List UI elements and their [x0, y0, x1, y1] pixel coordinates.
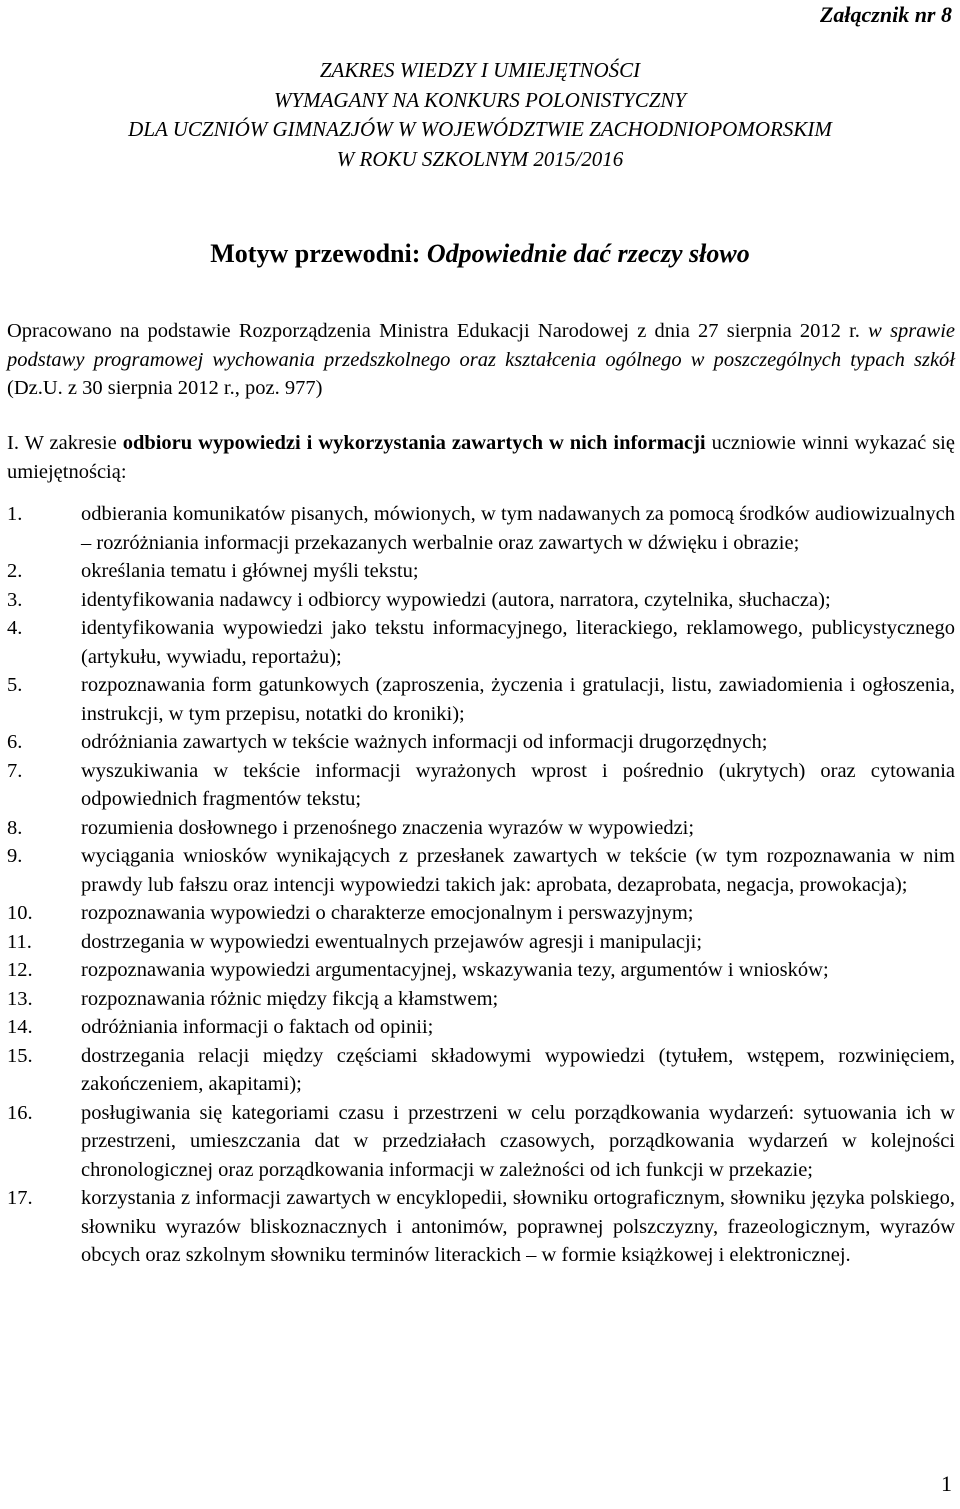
list-item-number: 3. — [7, 588, 23, 611]
list-item-number: 2. — [7, 560, 23, 582]
list-item-text: rozpoznawania różnic między fikcją a kłamstwem; — [81, 987, 499, 1010]
intro-text-after: (Dz.U. z 30 sierpnia 2012 r., poz. 977) — [7, 377, 323, 399]
list-item — [7, 757, 955, 814]
motto-quote: Odpowiednie dać rzeczy słowo — [426, 239, 750, 268]
motto-label: Motyw przewodni: — [210, 239, 427, 268]
list-item-text: rozpoznawania form gatunkowych (zaproszenia, życzenia i gratulacji, listu, zawiadomienia i ogłoszenia, instrukcji, w tym przepisu, notatki do kroniki); — [81, 674, 955, 725]
list-item — [7, 814, 955, 843]
list-item-text: korzystania z informacji zawartych w encyklopedii, słowniku ortograficznym, słowniku języka polskiego, słowniku wyrazów bliskoznacznych i antonimów, poprawnej polszczyzny, frazeologicznym, wyrazów obcych oraz szkolnym słowniku terminów literackich – w formie książkowej i elektronicznej. — [81, 1187, 955, 1266]
document-title — [0, 56, 960, 174]
list-item-number: 1. — [7, 503, 23, 525]
list-item-text: wyciągania wniosków wynikających z przesłanek zawartych w tekście (w tym rozpoznawania w nim prawdy lub fałszu oraz intencji wypowiedzi takich jak: aprobata, dezaprobata, negacja, prowokacja); — [81, 845, 955, 896]
list-item-text: odbierania komunikatów pisanych, mówionych, w tym nadawanych za pomocą środków audiowizualnych – rozróżniania informacji przekazanych werbalnie oraz zawartych w dźwięku i obrazie; — [81, 503, 955, 554]
list-item-number: 17. — [7, 1187, 33, 1209]
title-line-2: WYMAGANY NA KONKURS POLONISTYCZNY — [273, 87, 687, 112]
list-item — [7, 928, 955, 957]
intro-paragraph — [7, 317, 955, 403]
list-item — [7, 1099, 955, 1185]
title-line-4: W ROKU SZKOLNYM 2015/2016 — [336, 146, 624, 171]
list-item — [7, 614, 955, 671]
list-item-text: dostrzegania w wypowiedzi ewentualnych przejawów agresji i manipulacji; — [81, 930, 703, 953]
list-item-number: 15. — [7, 1044, 33, 1067]
list-item-number: 13. — [7, 987, 33, 1010]
list-item-number: 11. — [7, 930, 32, 953]
page-number: 1 — [941, 1471, 952, 1496]
list-item — [7, 899, 955, 928]
list-item-text: rozpoznawania wypowiedzi o charakterze emocjonalnym i perswazyjnym; — [81, 902, 694, 924]
list-item — [7, 1042, 955, 1099]
list-item — [7, 500, 955, 557]
list-item — [7, 728, 955, 757]
list-item-text: odróżniania zawartych w tekście ważnych informacji od informacji drugorzędnych; — [81, 731, 768, 753]
list-item-number: 12. — [7, 959, 33, 981]
title-line-3: DLA UCZNIÓW GIMNAZJÓW W WOJEWÓDZTWIE ZACHODNIOPOMORSKIM — [128, 117, 832, 141]
list-item-number: 16. — [7, 1101, 33, 1124]
list-item — [7, 671, 955, 728]
list-item-number: 7. — [7, 759, 23, 782]
list-item-text: identyfikowania wypowiedzi jako tekstu informacyjnego, literackiego, reklamowego, publicystycznego (artykułu, wywiadu, reportażu); — [81, 617, 955, 668]
section-suffix: uczniowie winni wykazać się umiejętnością: — [7, 432, 955, 483]
list-item-number: 9. — [7, 845, 23, 867]
list-item — [7, 1184, 955, 1270]
intro-text-before: Opracowano na podstawie Rozporządzenia Ministra Edukacji Narodowej z dnia 27 sierpnia 2012 r. — [7, 320, 869, 342]
list-item-text: posługiwania się kategoriami czasu i przestrzeni w celu porządkowania wydarzeń: sytuowania ich w przestrzeni, umieszczania dat w przedziałach czasowych, porządkowania wydarzeń w kolejności chronologicznej oraz porządkowania informacji w zależności od ich funkcji w przekazie; — [81, 1101, 955, 1181]
list-item-number: 10. — [7, 902, 33, 924]
list-item-number: 5. — [7, 674, 23, 696]
list-item-number: 6. — [7, 731, 23, 753]
list-item — [7, 956, 955, 985]
list-item-text: rozumienia dosłownego i przenośnego znaczenia wyrazów w wypowiedzi; — [81, 816, 695, 839]
list-item-text: rozpoznawania wypowiedzi argumentacyjnej, wskazywania tezy, argumentów i wniosków; — [81, 959, 829, 981]
skills-list — [7, 500, 955, 1270]
list-item-number: 4. — [7, 617, 23, 639]
list-item-text: wyszukiwania w tekście informacji wyrażonych wprost i pośrednio (ukrytych) oraz cytowania odpowiednich fragmentów tekstu; — [81, 759, 955, 810]
attachment-label: Załącznik nr 8 — [819, 2, 952, 27]
list-item-text: odróżniania informacji o faktach od opinii; — [81, 1016, 434, 1038]
section-heading — [7, 429, 955, 486]
list-item-number: 14. — [7, 1016, 33, 1038]
list-item-text: określania tematu i głównej myśli tekstu; — [81, 560, 419, 582]
list-item-text: dostrzegania relacji między częściami składowymi wypowiedzi (tytułem, wstępem, rozwinięciem, zakończeniem, akapitami); — [81, 1044, 955, 1095]
section-prefix: I. W zakresie — [7, 432, 123, 454]
intro-regulation-title: w sprawie podstawy programowej wychowania przedszkolnego oraz kształcenia ogólnego w poszczególnych typach szkół — [7, 320, 955, 371]
list-item — [7, 985, 955, 1014]
list-item-number: 8. — [7, 816, 23, 839]
list-item — [7, 842, 955, 899]
list-item-text: identyfikowania nadawcy i odbiorcy wypowiedzi (autora, narratora, czytelnika, słuchacza); — [81, 588, 831, 611]
list-item — [7, 1013, 955, 1042]
section-bold: odbioru wypowiedzi i wykorzystania zawartych w nich informacji — [122, 432, 706, 454]
title-line-1: ZAKRES WIEDZY I UMIEJĘTNOŚCI — [319, 58, 641, 82]
list-item — [7, 557, 955, 586]
list-item — [7, 586, 955, 615]
motto — [0, 238, 960, 270]
